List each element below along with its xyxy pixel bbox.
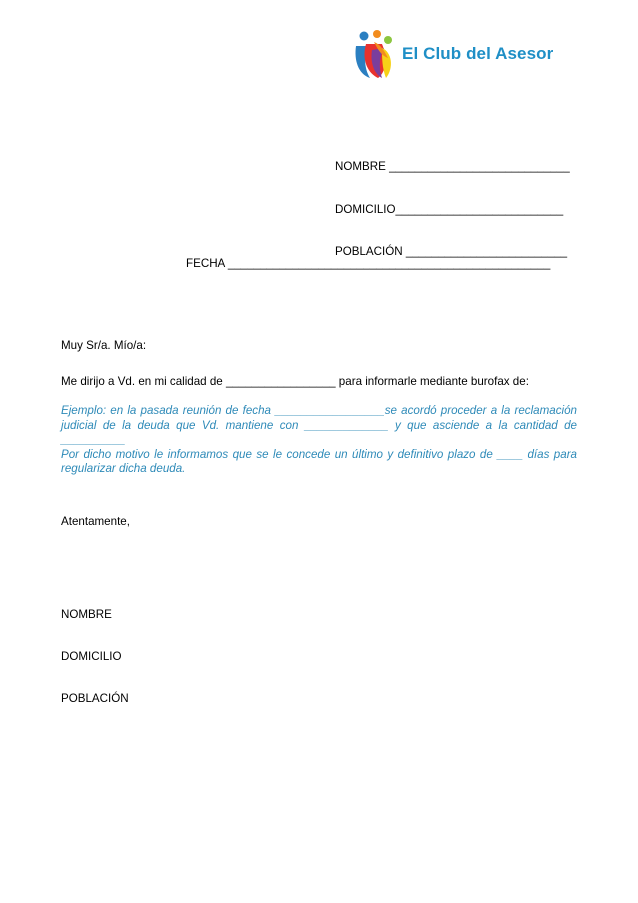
sender-poblacion: POBLACIÓN xyxy=(61,692,129,705)
example-line-5: regularizar dicha deuda. xyxy=(61,462,186,475)
recipient-block xyxy=(335,132,570,274)
sender-nombre: NOMBRE xyxy=(61,608,112,621)
sender-domicilio: DOMICILIO xyxy=(61,650,122,663)
example-paragraph xyxy=(61,404,577,477)
people-logo-icon xyxy=(352,28,400,84)
recipient-poblacion: POBLACIÓN _________________________ xyxy=(335,245,568,258)
salutation: Muy Sr/a. Mío/a: xyxy=(61,339,147,352)
example-line-3: __________ xyxy=(61,433,126,446)
club-del-asesor-logo xyxy=(352,28,582,84)
closing: Atentamente, xyxy=(61,515,130,528)
example-line-2: judicial de la deuda que Vd. mantiene con _____________ y que asciende a la cantidad de xyxy=(61,418,577,432)
sender-block xyxy=(61,580,129,720)
recipient-domicilio: DOMICILIO__________________________ xyxy=(335,202,564,216)
date-line: FECHA __________________________________________________ xyxy=(186,257,551,270)
logo-text: El Club del Asesor xyxy=(402,44,554,63)
body-paragraph: Me dirijo a Vd. en mi calidad de _________________ para informarle mediante burofax de: xyxy=(61,375,529,388)
recipient-nombre: NOMBRE ____________________________ xyxy=(335,160,570,173)
example-line-4: Por dicho motivo le informamos que se le concede un último y definitivo plazo de ____ días para xyxy=(61,447,577,461)
example-line-1: Ejemplo: en la pasada reunión de fecha _________________se acordó proceder a la reclamación xyxy=(61,404,577,417)
